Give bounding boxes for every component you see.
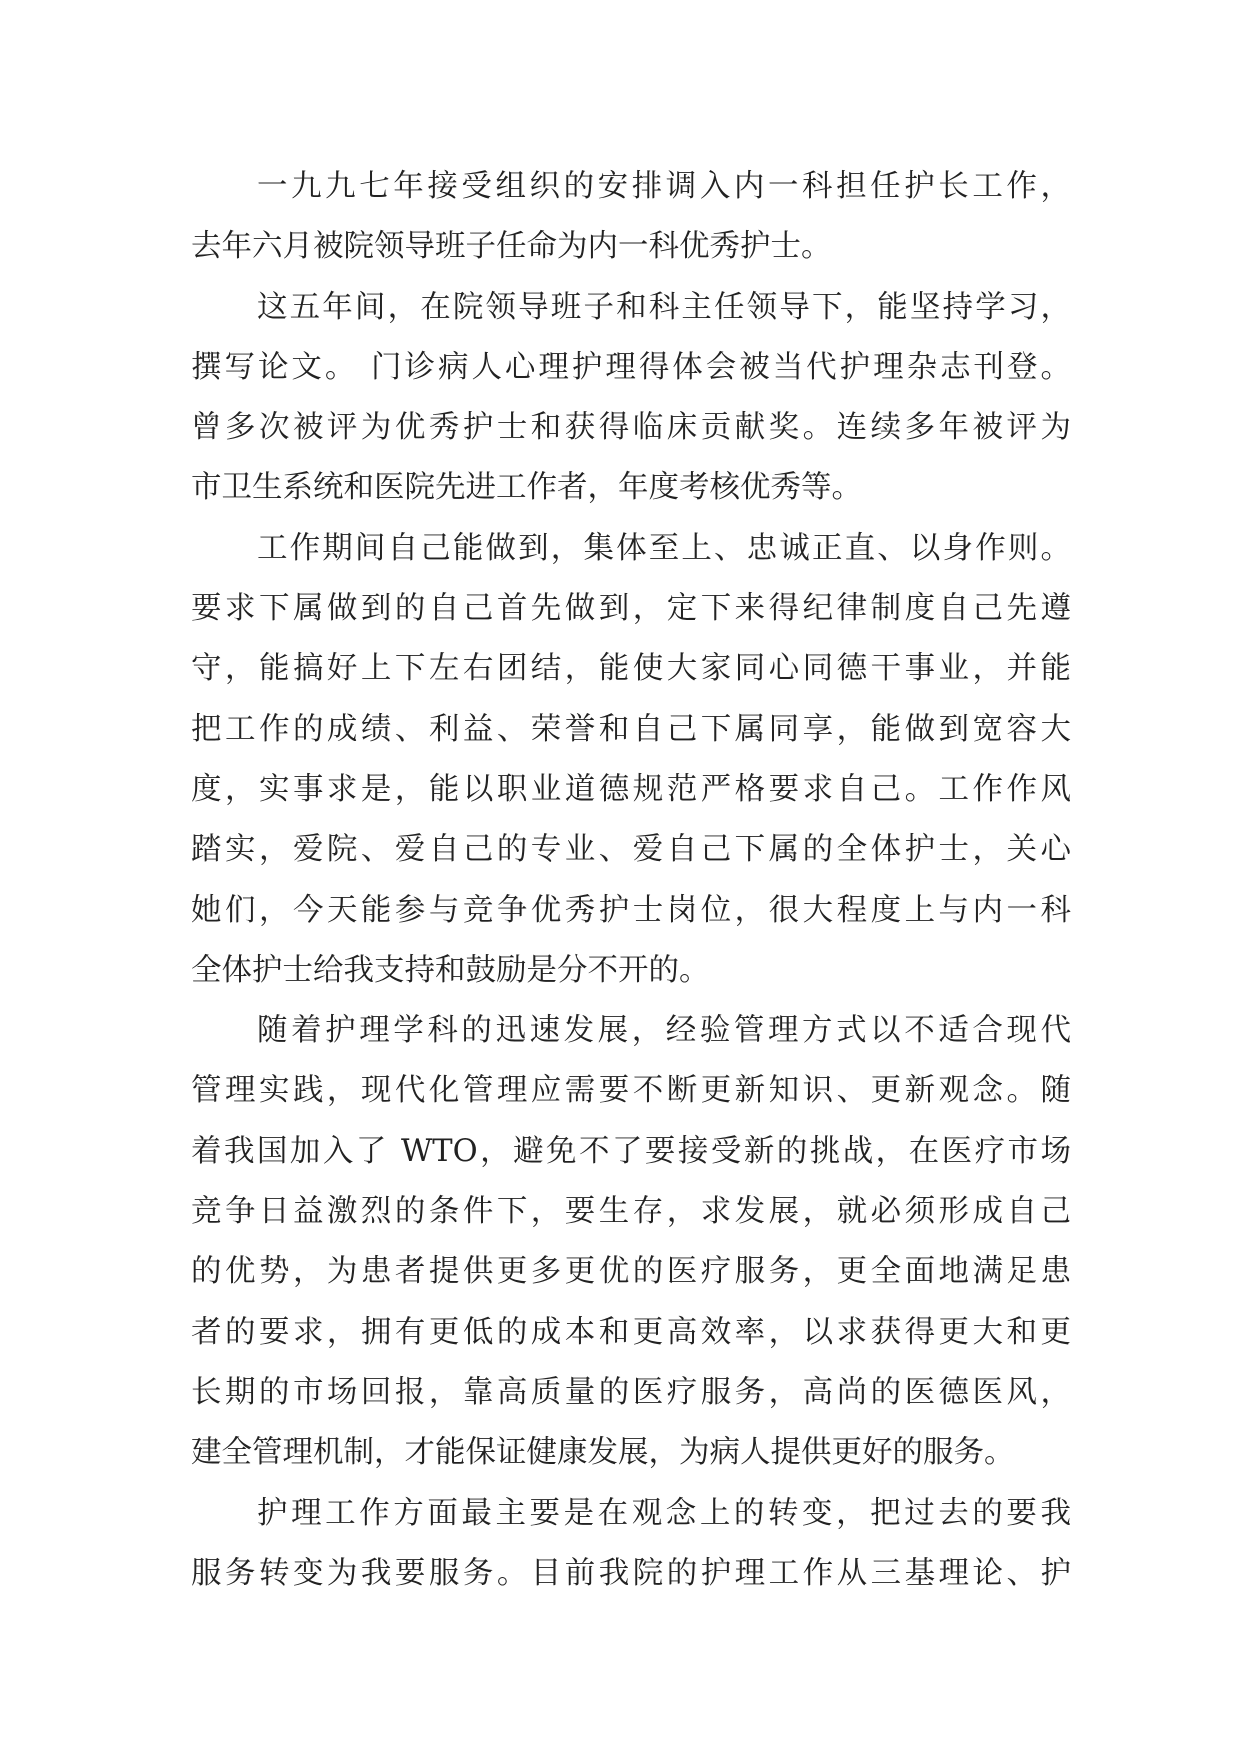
text-line: 去年六月被院领导班子任命为内一科优秀护士。: [191, 229, 832, 265]
text-line: 踏实，爱院、爱自己的专业、爱自己下属的全体护士，关心: [191, 832, 1071, 868]
text-line: 要求下属做到的自己首先做到，定下来得纪律制度自己先遵: [191, 591, 1071, 627]
body-text: [191, 157, 1071, 1604]
text-line: 一九九七年接受组织的安排调入内一科担任护长工作，: [257, 169, 1071, 204]
text-line: 把工作的成绩、利益、荣誉和自己下属同享，能做到宽容大: [191, 711, 1071, 747]
text-line: 守，能搞好上下左右团结，能使大家同心同德干事业，并能: [191, 651, 1071, 687]
text-line: 竞争日益激烈的条件下，要生存，求发展，就必须形成自己: [191, 1194, 1071, 1230]
text-line: 护理工作方面最主要是在观念上的转变，把过去的要我: [257, 1495, 1071, 1531]
text-line: 管理实践，现代化管理应需要不断更新知识、更新观念。随: [191, 1073, 1071, 1109]
text-line: 市卫生系统和医院先进工作者，年度考核优秀等。: [191, 470, 862, 506]
text-line: 的优势，为患者提供更多更优的医疗服务，更全面地满足患: [191, 1254, 1071, 1290]
text-line: 度，实事求是，能以职业道德规范严格要求自己。工作作风: [191, 771, 1071, 807]
text-line: 这五年间，在院领导班子和科主任领导下，能坚持学习，: [257, 289, 1071, 325]
text-line: 曾多次被评为优秀护士和获得临床贡献奖。连续多年被评为: [191, 410, 1071, 446]
text-line: 她们，今天能参与竞争优秀护士岗位，很大程度上与内一科: [191, 892, 1071, 928]
text-line: 者的要求，拥有更低的成本和更高效率，以求获得更大和更: [191, 1314, 1071, 1350]
text-line: 全体护士给我支持和鼓励是分不开的。: [191, 952, 710, 988]
text-line: 工作期间自己能做到，集体至上、忠诚正直、以身作则。: [257, 530, 1071, 566]
text-line: 着我国加入了 WTO，避免不了要接受新的挑战，在医疗市场: [191, 1133, 1071, 1169]
text-line: 随着护理学科的迅速发展，经验管理方式以不适合现代: [257, 1013, 1071, 1049]
text-line: 建全管理机制，才能保证健康发展，为病人提供更好的服务。: [191, 1435, 1015, 1471]
text-line: 长期的市场回报，靠高质量的医疗服务，高尚的医德医风，: [191, 1374, 1071, 1410]
text-line: 撰写论文。 门诊病人心理护理得体会被当代护理杂志刊登。: [191, 349, 1071, 385]
text-line: 服务转变为我要服务。目前我院的护理工作从三基理论、护: [191, 1555, 1071, 1591]
